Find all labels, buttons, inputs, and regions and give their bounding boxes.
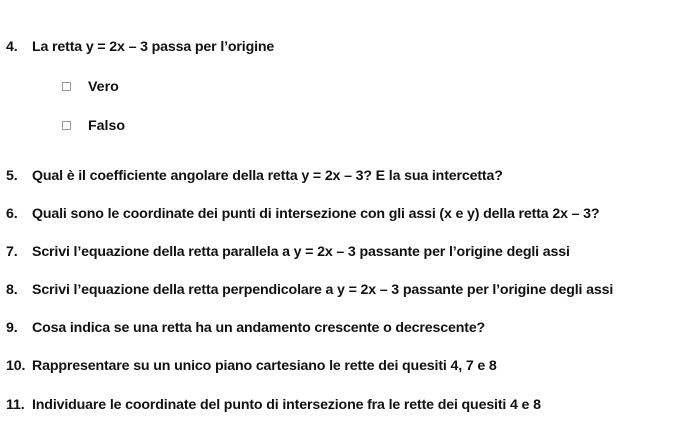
question-text: Qual è il coefficiente angolare della retta y = 2x – 3? E la sua intercetta?: [32, 168, 503, 184]
question-number: 5.: [6, 168, 18, 184]
question-number: 8.: [6, 282, 18, 298]
question-number: 11.: [6, 397, 25, 413]
question-text: Individuare le coordinate del punto di intersezione fra le rette dei quesiti 4 e 8: [32, 397, 541, 413]
option-label: Falso: [88, 118, 126, 134]
question-number: 6.: [6, 206, 18, 222]
checkbox-icon[interactable]: [62, 121, 71, 130]
question-number: 10.: [6, 358, 26, 374]
option-label: Vero: [88, 79, 119, 95]
question-number: 4.: [6, 39, 18, 55]
question-text: Scrivi l’equazione della retta perpendicolare a y = 2x – 3 passante per l’origine degli assi: [32, 282, 614, 298]
question-text: Rappresentare su un unico piano cartesiano le rette dei quesiti 4, 7 e 8: [32, 358, 497, 374]
question-number: 7.: [6, 244, 18, 260]
checkbox-icon[interactable]: [62, 82, 71, 91]
question-text: La retta y = 2x – 3 passa per l’origine: [32, 39, 275, 55]
question-number: 9.: [6, 320, 18, 336]
question-text: Scrivi l’equazione della retta parallela a y = 2x – 3 passante per l’origine degli assi: [32, 244, 570, 260]
question-text: Cosa indica se una retta ha un andamento crescente o decrescente?: [32, 320, 486, 336]
question-text: Quali sono le coordinate dei punti di intersezione con gli assi (x e y) della retta 2x – 3?: [32, 206, 600, 222]
